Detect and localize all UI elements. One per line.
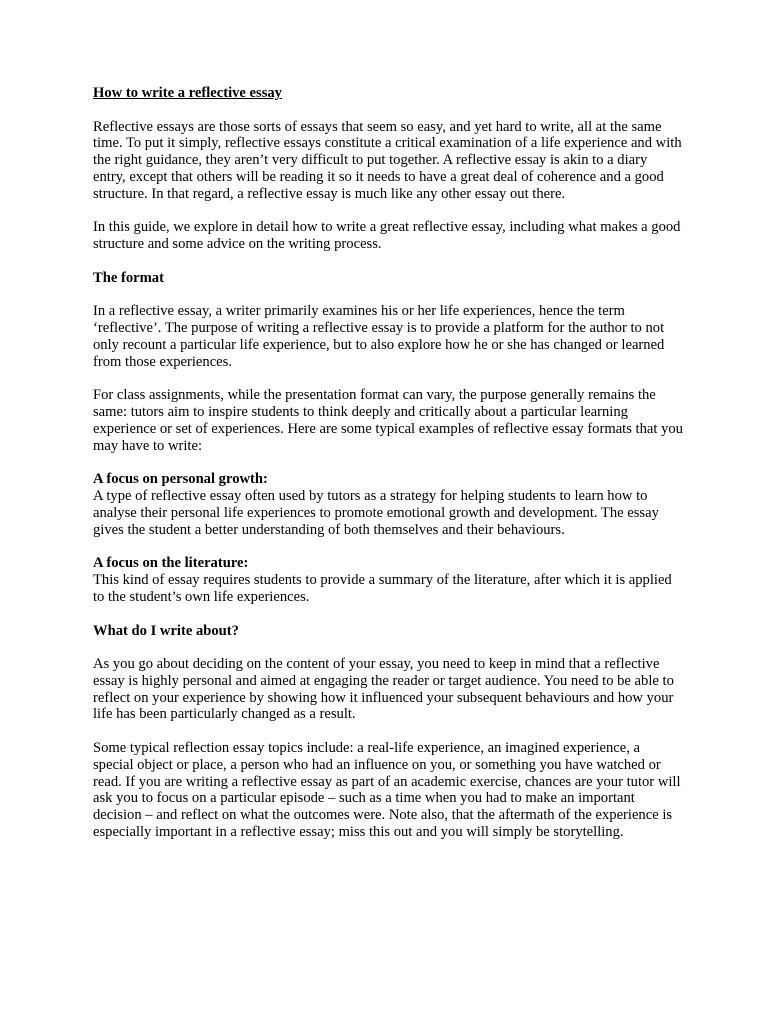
format-type-heading: A focus on the literature: — [93, 555, 249, 572]
section-heading-topics: What do I write about? — [93, 622, 239, 639]
format-type-heading: A focus on personal growth: — [93, 471, 268, 488]
format-paragraph: In a reflective essay, a writer primarily examines his or her life experiences, hence the term ‘reflective’. The purpose of writing a reflective essay is to provide a platform for the author to not only recount a particular life experience, but to also explore how he or she has changed or learned from those experiences. — [93, 303, 665, 370]
format-paragraph: For class assignments, while the presentation format can vary, the purpose generally remains the same: tutors aim to inspire students to think deeply and critically about a particular learning experience or set of experiences. Here are some typical examples of reflective essay formats that you may have to write: — [93, 387, 683, 454]
format-type-literature — [93, 555, 683, 605]
intro-paragraph: In this guide, we explore in detail how to write a great reflective essay, including what makes a good structure and some advice on the writing process. — [93, 219, 681, 253]
format-type-text: A type of reflective essay often used by tutors as a strategy for helping students to learn how to analyse their personal life experiences to promote emotional growth and development. The essay gives the student a better understanding of both themselves and their behaviours. — [93, 488, 659, 538]
topic-paragraph: As you go about deciding on the content of your essay, you need to keep in mind that a reflective essay is highly personal and aimed at engaging the reader or target audience. You need to be able to reflect on your experience by showing how it influenced your subsequent behaviours and how your life has been particularly changed as a result. — [93, 656, 674, 723]
intro-paragraph: Reflective essays are those sorts of essays that seem so easy, and yet hard to write, all at the same time. To put it simply, reflective essays constitute a critical examination of a life experience and with the right guidance, they aren’t very difficult to put together. A reflective essay is akin to a diary entry, except that others will be reading it so it needs to have a great deal of coherence and a good structure. In that regard, a reflective essay is much like any other essay out there. — [93, 118, 682, 202]
format-type-personal-growth — [93, 471, 683, 538]
section-heading-format: The format — [93, 269, 164, 286]
topic-paragraph: Some typical reflection essay topics include: a real-life experience, an imagined experience, a special object or place, a person who had an influence on you, or something you have watched or read. If you are writing a reflective essay as part of an academic exercise, chances are your tutor will ask you to focus on a particular episode – such as a time when you had to make an important decision – and reflect on what the outcomes were. Note also, that the aftermath of the experience is especially important in a reflective essay; miss this out and you will simply be storytelling. — [93, 740, 681, 841]
document-title: How to write a reflective essay — [93, 85, 282, 101]
format-type-text: This kind of essay requires students to provide a summary of the literature, after which it is applied to the student’s own life experiences. — [93, 572, 672, 605]
document-page — [93, 85, 683, 858]
